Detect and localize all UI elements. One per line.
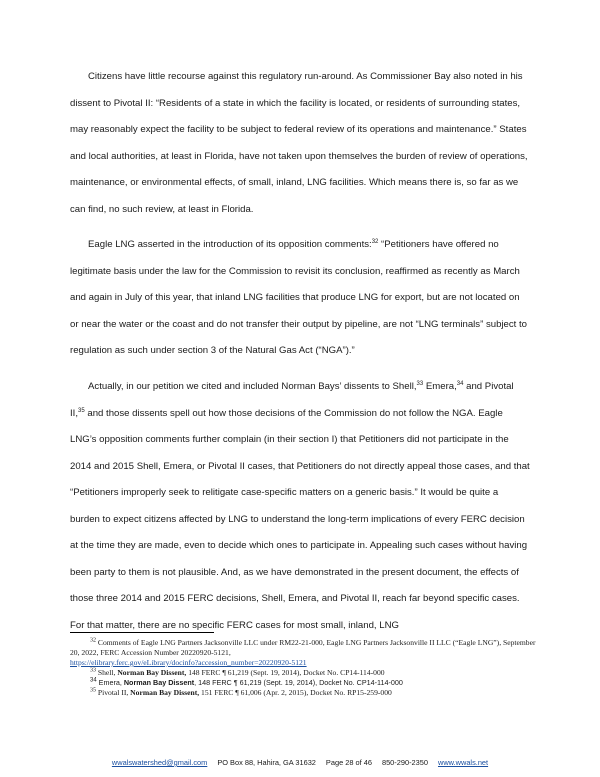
footnote-34-dissent: Norman Bay Dissent: [123, 678, 195, 687]
footer-address: PO Box 88, Hahira, GA 31632: [217, 758, 316, 767]
footnote-34-case: Emera,: [96, 678, 124, 687]
footnote-35-case: Pivotal II,: [96, 688, 131, 697]
footnote-33-citation: 148 FERC ¶ 61,219 (Sept. 19, 2014), Docket No. CP14-114-000: [186, 668, 385, 677]
footnote-ref-34[interactable]: 34: [456, 380, 464, 387]
footnote-35-dissent: Norman Bay Dissent,: [130, 688, 200, 697]
paragraph-3-text: [70, 374, 530, 639]
footnote-divider: [70, 632, 214, 633]
footer-phone: 850-290-2350: [381, 758, 428, 767]
footnote-32: [70, 638, 540, 668]
paragraph-3-part-c: and Pivotal II,: [70, 381, 514, 419]
footnotes: [70, 638, 540, 698]
paragraph-3-part-b: Emera,: [423, 381, 457, 392]
paragraph-1: [70, 64, 530, 223]
footnote-ref-32[interactable]: 32: [371, 238, 379, 245]
footnote-35-citation: 151 FERC ¶ 61,006 (Apr. 2, 2015), Docket No. RP15-259-000: [199, 688, 392, 697]
footnote-34-number: 34: [90, 677, 97, 684]
footer-website-link[interactable]: www.wwals.net: [437, 758, 489, 767]
paragraph-1-text: Citizens have little recourse against this regulatory run-around. As Commissioner Bay also noted in his dissent to Pivotal II: “Residents of a state in which the facility is located, or residents of surrounding states, may reasonably expect the facility to be subject to federal review of its operations and maintenance.” States and local authorities, at least in Florida, have not taken upon themselves the burden of review of operations, maintenance, or environmental effects, of small, inland, LNG facilities. Which means there is, so far as we can find, no such review, at least in Florida.: [70, 71, 528, 215]
footnote-ref-35[interactable]: 35: [78, 407, 85, 414]
footnote-33-number: 33: [90, 667, 96, 674]
footnote-32-text: Comments of Eagle LNG Partners Jacksonville LLC under RM22-21-000, Eagle LNG Partners Jacksonville II LLC (“Eagle LNG”), September 20, 2022, FERC Accession Number 20220920-5121,: [70, 638, 536, 657]
footnote-32-link[interactable]: https://elibrary.ferc.gov/eLibrary/docinfo?accession_number=20220920-5121: [70, 658, 307, 667]
page-footer: [0, 758, 600, 767]
footnote-34: [70, 678, 540, 688]
paragraph-3-part-d: and those dissents spell out how those decisions of the Commission do not follow the NGA. Eagle LNG’s opposition comments further complain (in their section I) that Petitioners did not participate in the 2014 and 2015 Shell, Emera, or Pivotal II cases, that Petitioners do not directly appeal those cases, and that “Petitioners improperly seek to relitigate case-specific matters on a generic basis.” It would be quite a burden to expect citizens affected by LNG to understand the long-term implications of every FERC decision at the time they are made, even to decide which ones to participate in. Appealing such cases without having been party to them is not plausible. And, as we have demonstrated in the present document, the effects of those three 2014 and 2015 FERC decisions, Shell, Emera, and Pivotal II, reach far beyond specific cases. For that matter, there are no specific FERC cases for most small, inland, LNG: [70, 407, 530, 631]
paragraph-2: [70, 232, 530, 365]
paragraph-2-part-b: “Petitioners have offered no legitimate basis under the law for the Commission to revisit its conclusion, reaffirmed as recently as March and again in July of this year, that inland LNG facilities that produce LNG for export, but are not located on or near the water or the coast and do not transfer their output by pipeline, are not “LNG terminals” subject to regulation as such under section 3 of the Natural Gas Act (“NGA”).”: [70, 239, 528, 356]
footnote-33: [70, 668, 540, 678]
footnote-ref-33[interactable]: 33: [416, 380, 424, 387]
footnote-35-number: 35: [90, 687, 96, 694]
paragraph-2-text: [70, 232, 530, 365]
footnote-33-dissent: Norman Bay Dissent,: [117, 668, 187, 677]
paragraph-3: [70, 374, 530, 639]
paragraph-2-part-a: Eagle LNG asserted in the introduction of its opposition comments:: [88, 239, 372, 250]
footer-page-number: Page 28 of 46: [325, 758, 372, 767]
footnote-35: [70, 688, 540, 698]
footer-email-link[interactable]: wwalswatershed@gmail.com: [111, 758, 208, 767]
footnote-32-number: 32: [90, 637, 96, 644]
footnote-34-citation: , 148 FERC ¶ 61,219 (Sept. 19, 2014), Docket No. CP14-114-000: [194, 678, 403, 687]
footnote-33-case: Shell,: [96, 668, 118, 677]
paragraph-3-part-a: Actually, in our petition we cited and included Norman Bays’ dissents to Shell,: [88, 381, 417, 392]
